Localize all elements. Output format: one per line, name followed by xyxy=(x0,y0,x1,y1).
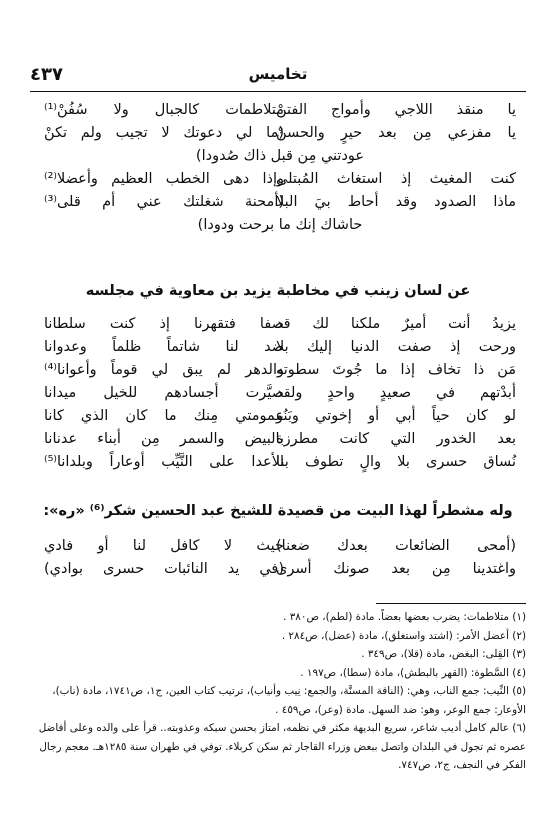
verse-first-hemistich: يا مفزعي مِن بعد حيرٍ والحسنْ xyxy=(276,125,516,141)
poem-2 xyxy=(44,316,516,477)
verse-line xyxy=(44,102,516,125)
verse-first-hemistich: (أمحى الضائعات بعدك ضعنا) xyxy=(276,538,516,554)
verse-first-hemistich: مَن ذا تخاف إذا ما جُوتَ سطوته xyxy=(276,362,516,378)
footnote: (١) متلاطمات: يضرب بعضها بعضاً. مادة (لطم)، ص٣٨٠ . xyxy=(283,611,526,623)
section-heading: عن لسان زينب في مخاطبة يزيد بن معاوية في مجلسه xyxy=(85,283,471,299)
page-number: ٤٣٧ xyxy=(30,64,63,85)
verse-line xyxy=(44,431,516,454)
verse-centered: عودتني مِن قبل ذاك صُدودا) xyxy=(195,148,365,164)
verse-line-centered xyxy=(44,148,516,171)
header-rule xyxy=(30,91,526,92)
running-title: تخاميس xyxy=(248,65,308,83)
verse-line xyxy=(44,362,516,385)
verse-second-hemistich: متلاطمات كالجبال ولا سُفُنْ⁽¹⁾ xyxy=(44,102,284,118)
verse-second-hemistich: ضد لنا شاتماً ظلماً وعدوانا xyxy=(44,339,284,355)
footnote: (٢) أعضل الأمر: (اشتد واستغلق)، مادة (عضل)، ص٢٨٤ . xyxy=(281,629,526,642)
section-heading: وله مشطراً لهذا البيت من قصيدة للشيخ عبد الحسين شكر⁽⁶⁾ «ره»: xyxy=(43,503,513,519)
verse-second-hemistich: والدهر لم يبق لي قوماً وأعوانا⁽⁴⁾ xyxy=(44,362,284,378)
verse-line xyxy=(44,194,516,217)
verse-first-hemistich: بعد الخدور التي كانت مطرزة xyxy=(276,431,516,447)
verse-line xyxy=(44,454,516,477)
verse-centered: حاشاك إنك ما برحت ودودا) xyxy=(197,217,363,233)
poem-3 xyxy=(44,538,516,584)
verse-first-hemistich: أبدْتهم في صعيدٍ واحدٍ ولقد xyxy=(276,385,516,401)
verse-second-hemistich: وإذا دهى الخطب العظيم وأعضلا⁽²⁾ xyxy=(44,171,284,187)
verse-line xyxy=(44,385,516,408)
verse-first-hemistich: ماذا الصدود وقد أحاط بيَ البلا xyxy=(276,194,516,210)
verse-second-hemistich: حيث لا كافل لنا أو فادي xyxy=(44,538,284,554)
footnote: (٦) عالم كامل أديب شاعر، سريع البديهة مكثر في نظمه، امتاز بحسن سبكه وعذوبته.. قرأ على والده وعلى أفاضل عصره ثم تجول في البلدان واتصل ببعض وزراء القاجار ثم سكن كربلاء. توفي في طهران سنة ١٢٨٥هـ. معجم رجال الفكر في النجف، ج٢، ص٧٤٧. xyxy=(38,722,526,771)
verse-first-hemistich: ورحت إذ صفت الدنيا إليك بلا xyxy=(276,339,516,355)
verse-second-hemistich: بالبيض والسمر مِن أبناء عدنانا xyxy=(44,431,284,447)
verse-second-hemistich: صيَّرت أجسادهم للخيل ميدانا xyxy=(44,385,284,401)
verse-first-hemistich: لو كان حياً أبي أو إخوتي وبَنُو xyxy=(276,408,516,424)
verse-line xyxy=(44,339,516,362)
verse-line-centered xyxy=(44,217,516,240)
footnotes xyxy=(30,608,526,775)
verse-second-hemistich: (ما لي دعوتك لا تجيب ولم تكنْ xyxy=(44,125,284,141)
verse-second-hemistich: الأعدا على النَّيِّب أوعاراً وبلدانا⁽⁵⁾ xyxy=(44,454,284,470)
verse-first-hemistich: يا منقذ اللاجي وأمواج الفتنْ xyxy=(276,102,516,118)
verse-line xyxy=(44,538,516,561)
verse-line xyxy=(44,408,516,431)
verse-first-hemistich: واغتدينا مِن بعد صونك أسرى xyxy=(276,561,516,577)
page-header xyxy=(30,62,526,88)
verse-first-hemistich: نُساق حسرى بلا والٍ تطوف بنا xyxy=(276,454,516,470)
verse-second-hemistich: (أمحنة شغلتك عني أم قلى⁽³⁾ xyxy=(44,194,284,210)
verse-line xyxy=(44,171,516,194)
verse-first-hemistich: يزيدُ أنت أميرٌ ملكنا لك قد xyxy=(276,316,516,332)
footnote: (٥) النِّيب: جمع الناب، وهي: (الناقة المسنَّة، والجمع: نِيب وأنياب)، ترتيب كتاب العين، ج١، ص١٧٤١، مادة (ناب)، الأوعار: جمع الوعر، وهو: ضد السهل. مادة (وعر)، ص٤٥٩ . xyxy=(52,685,526,716)
footnote-separator xyxy=(376,603,526,604)
verse-first-hemistich: كنت المغيث إذ استغاث المُبتلى xyxy=(276,171,516,187)
verse-second-hemistich: صفا فتقهرنا إذ كنت سلطانا xyxy=(44,316,284,332)
verse-line xyxy=(44,125,516,148)
footnote: (٣) القِلى: البغض، مادة (قلا)، ص٣٤٩ . xyxy=(361,648,526,660)
poem-1 xyxy=(44,102,516,240)
footnote: (٤) السَّطوة: (القهر بالبطش)، مادة (سطا)، ص١٩٧ . xyxy=(300,666,526,679)
verse-second-hemistich: (في يد النائبات حسرى بوادي) xyxy=(44,561,284,577)
verse-line xyxy=(44,561,516,584)
verse-line xyxy=(44,316,516,339)
verse-second-hemistich: عمومتي مِنك ما كان الذي كانا xyxy=(44,408,284,424)
